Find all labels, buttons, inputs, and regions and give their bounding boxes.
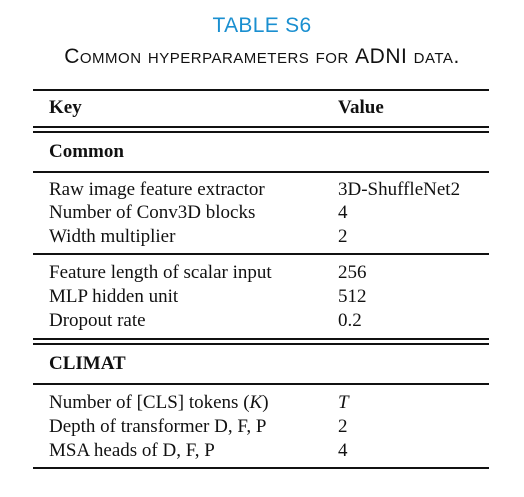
table-row-key: Number of Conv3D blocks: [49, 202, 256, 223]
cls-key-math: K: [249, 392, 263, 413]
table-row-value: 4: [338, 440, 348, 461]
table-row-value: 2: [338, 226, 348, 247]
cls-key-text: Number of [CLS] tokens (: [49, 392, 250, 413]
section-title-climat: CLIMAT: [49, 353, 126, 374]
header-rule-2: [33, 131, 489, 133]
table-row-key: Feature length of scalar input: [49, 262, 272, 283]
table-row-key: MSA heads of D, F, P: [49, 440, 215, 461]
group-rule: [33, 253, 489, 255]
table-row-value: T: [338, 392, 349, 413]
table-label: TABLE S6: [212, 14, 312, 37]
section-rule-1: [33, 338, 489, 340]
table-row-key: Width multiplier: [49, 226, 176, 247]
header-key: Key: [49, 97, 82, 118]
header-rule-1: [33, 126, 489, 128]
table-row-key: Dropout rate: [49, 310, 146, 331]
section-rule-2: [33, 343, 489, 345]
caption-end: data.: [407, 45, 460, 68]
table-row-value: 3D-ShuffleNet2: [338, 179, 461, 200]
table-row-key: Raw image feature extractor: [49, 179, 265, 200]
table-row-value: 2: [338, 416, 348, 437]
caption-acronym: ADNI: [355, 45, 408, 68]
bottom-rule: [33, 467, 489, 469]
top-rule: [33, 89, 489, 91]
caption-initial: C: [64, 45, 80, 68]
section-title-common: Common: [49, 141, 124, 162]
table-row-key: Depth of transformer D, F, P: [49, 416, 267, 437]
table-row-value: 512: [338, 286, 367, 307]
table-row-value: 256: [338, 262, 367, 283]
caption-smallcaps: ommon hyperparameters for: [79, 45, 356, 68]
section-rule-common: [33, 171, 489, 173]
table-row-value: 4: [338, 202, 348, 223]
section-rule-climat: [33, 383, 489, 385]
table-caption: [0, 45, 524, 69]
table-row-key: MLP hidden unit: [49, 286, 179, 307]
header-value: Value: [338, 97, 384, 118]
cls-key-end: ): [262, 392, 269, 413]
table-row-value: 0.2: [338, 310, 362, 331]
table-row-key: [49, 392, 269, 414]
